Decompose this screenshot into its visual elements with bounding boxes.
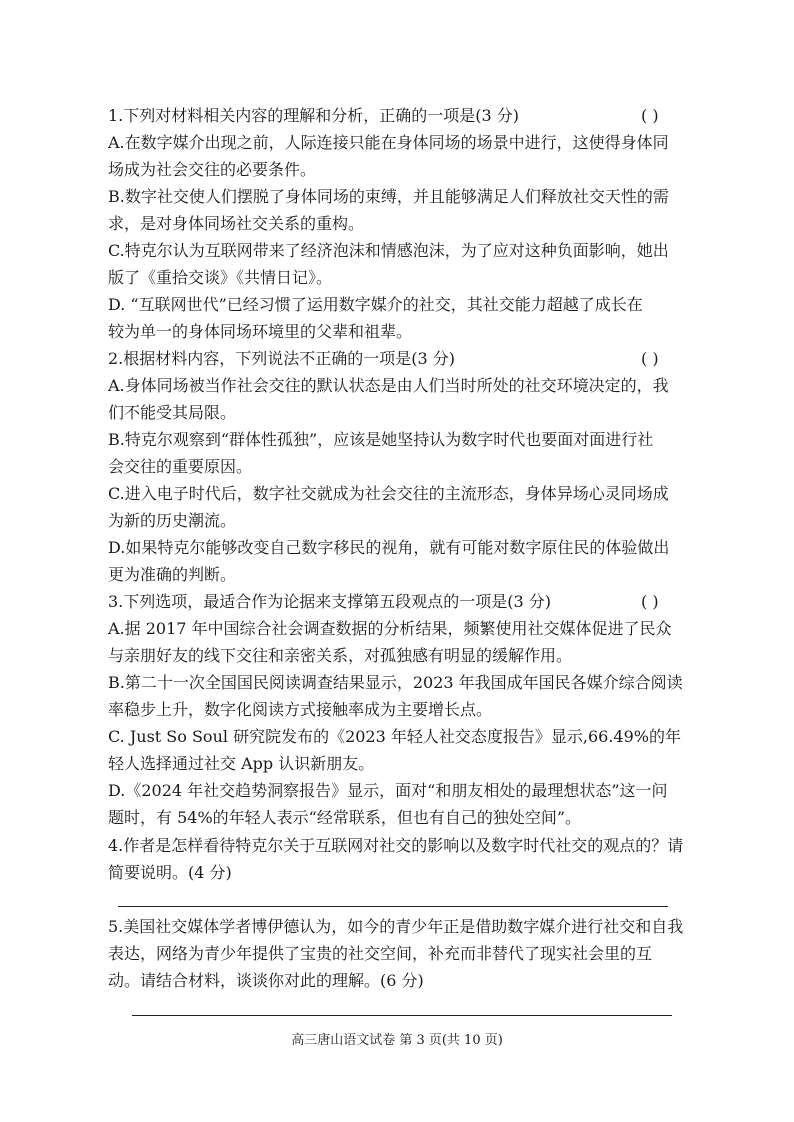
q5-prompt-line2: 表达，网络为青少年提供了宝贵的社交空间，补充而非替代了现实社会里的互	[108, 944, 653, 963]
q1-option-a-line2: 场成为社会交往的必要条件。	[108, 160, 317, 179]
q1-option-d-line1: D. “互联网世代”已经习惯了运用数字媒介的社交，其社交能力超越了成长在	[108, 295, 643, 314]
q2-stem: 2.根据材料内容，下列说法不正确的一项是(3 分)	[108, 349, 456, 368]
q4-answer-line[interactable]	[118, 906, 668, 907]
q1-answer-blank[interactable]: ( )	[641, 106, 659, 125]
q2-option-a-line1: A.身体同场被当作社会交往的默认状态是由人们当时所处的社交环境决定的，我	[108, 376, 669, 395]
q3-stem: 3.下列选项，最适合作为论据来支撑第五段观点的一项是(3 分)	[108, 592, 552, 611]
q1-option-c-line1: C.特克尔认为互联网带来了经济泡沫和情感泡沫，为了应对这种负面影响，她出	[108, 241, 669, 260]
q2-option-d-line1: D.如果特克尔能够改变自己数字移民的视角，就有可能对数字原住民的体验做出	[108, 538, 670, 557]
q1-option-b-line2: 求，是对身体同场社交关系的重构。	[108, 214, 365, 233]
q2-option-c-line1: C.进入电子时代后，数字社交就成为社会交往的主流形态，身体异场心灵同场成	[108, 484, 669, 503]
q1-stem: 1.下列对材料相关内容的理解和分析，正确的一项是(3 分)	[108, 106, 520, 125]
q1-option-a-line1: A.在数字媒介出现之前，人际连接只能在身体同场的场景中进行，这使得身体同	[108, 133, 669, 152]
q2-option-b-line1: B.特克尔观察到“群体性孤独”，应该是她坚持认为数字时代也要面对面进行社	[108, 430, 654, 449]
q5-prompt-line3: 动。请结合材料，谈谈你对此的理解。(6 分)	[108, 971, 424, 990]
q3-option-c-line1: C. Just So Soul 研究院发布的《2023 年轻人社交态度报告》显示,66.49%的年	[108, 727, 681, 746]
q3-option-a-line1: A.据 2017 年中国综合社会调查数据的分析结果，频繁使用社交媒体促进了民众	[108, 619, 672, 638]
q2-option-c-line2: 为新的历史潮流。	[108, 511, 237, 530]
q1-option-c-line2: 版了《重拾交谈》《共情日记》。	[108, 268, 333, 287]
q3-option-d-line1: D.《2024 年社交趋势洞察报告》显示，面对“和朋友相处的最理想状态”这一问	[108, 781, 668, 800]
q2-answer-blank[interactable]: ( )	[641, 349, 659, 368]
q2-option-d-line2: 更为准确的判断。	[108, 565, 237, 584]
q4-prompt-line1: 4.作者是怎样看待特克尔关于互联网对社交的影响以及数字时代社交的观点的？请	[108, 836, 684, 855]
q2-option-a-line2: 们不能受其局限。	[108, 403, 237, 422]
q3-answer-blank[interactable]: ( )	[641, 592, 659, 611]
q3-option-a-line2: 与亲朋好友的线下交往和亲密关系，对孤独感有明显的缓解作用。	[108, 646, 573, 665]
q3-option-b-line2: 率稳步上升，数字化阅读方式接触率成为主要增长点。	[108, 700, 493, 719]
q2-option-b-line2: 会交往的重要原因。	[108, 457, 253, 476]
q5-prompt-line1: 5.美国社交媒体学者博伊德认为，如今的青少年正是借助数字媒介进行社交和自我	[108, 917, 684, 936]
q1-option-d-line2: 较为单一的身体同场环境里的父辈和祖辈。	[108, 322, 413, 341]
q3-option-c-line2: 轻人选择通过社交 App 认识新朋友。	[108, 754, 375, 773]
page-footer: 高三唐山语文试卷 第 3 页(共 10 页)	[291, 1033, 503, 1048]
q5-answer-line[interactable]	[132, 1015, 672, 1016]
q1-option-b-line1: B.数字社交使人们摆脱了身体同场的束缚，并且能够满足人们释放社交天性的需	[108, 187, 669, 206]
q3-option-d-line2: 题时，有 54%的年轻人表示“经常联系，但也有自己的独处空间”。	[108, 808, 582, 827]
q4-prompt-line2: 简要说明。(4 分)	[108, 863, 232, 882]
q3-option-b-line1: B.第二十一次全国国民阅读调查结果显示，2023 年我国成年国民各媒介综合阅读	[108, 673, 683, 692]
